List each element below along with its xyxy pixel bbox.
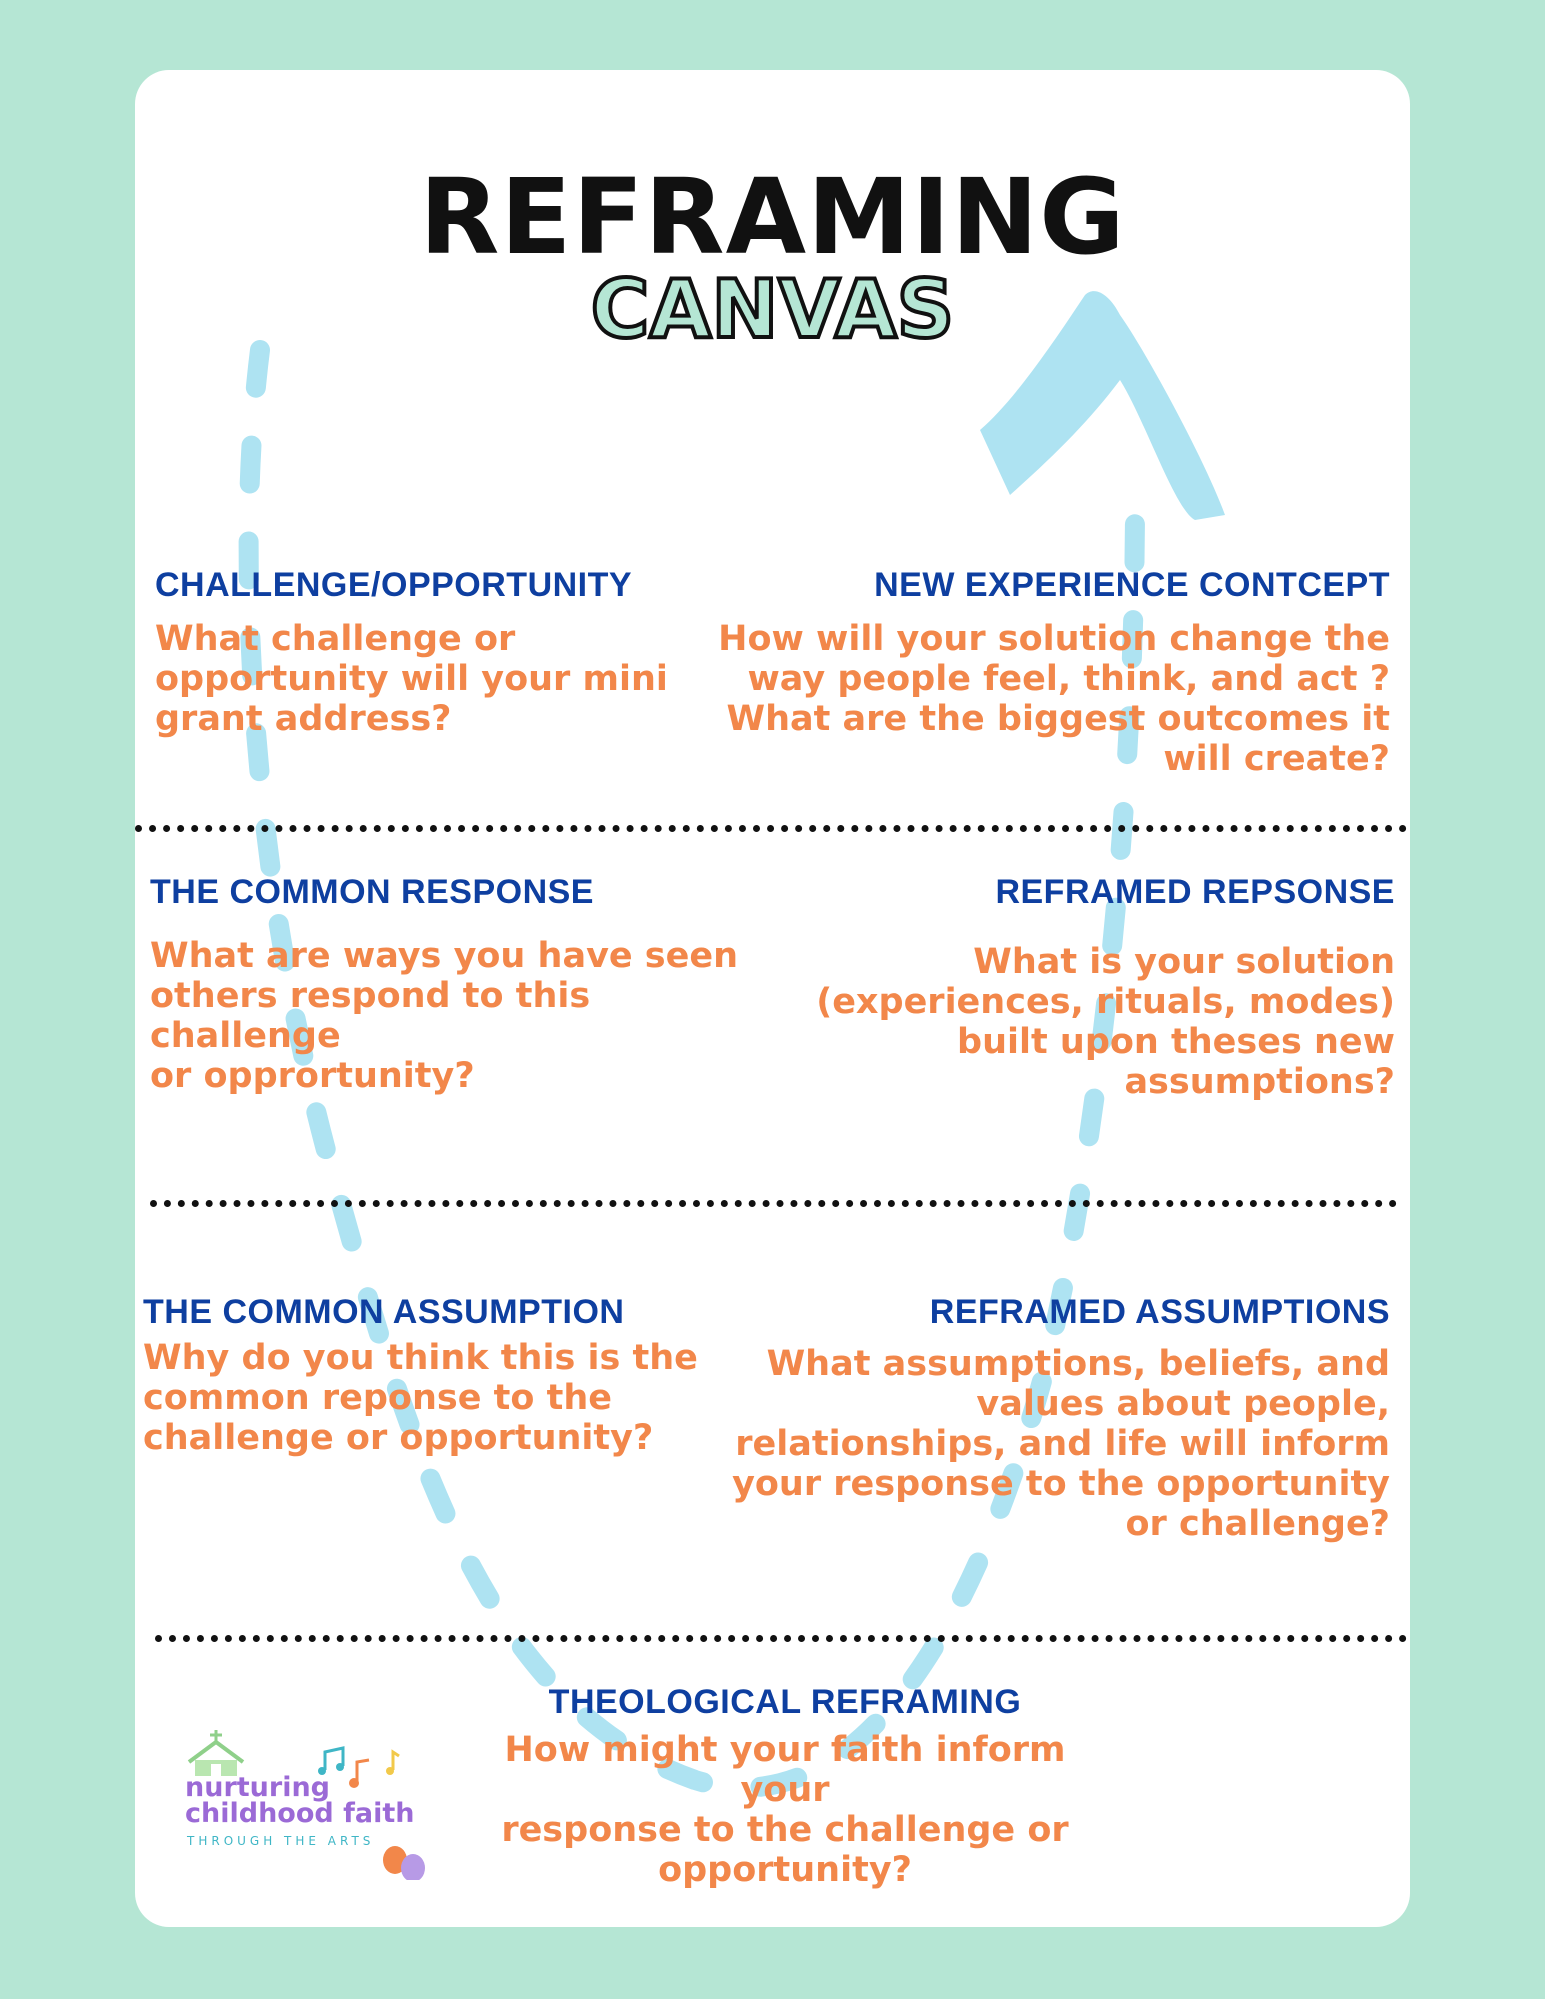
section-question: Why do you think this is the common reponse to the challenge or opportunity? xyxy=(143,1338,698,1458)
section-question: What assumptions, beliefs, and values about people, relationships, and life will inform your response to the opportunity or challenge? xyxy=(732,1344,1390,1544)
section-question: What are ways you have seen others respond to this challenge or opprortunity? xyxy=(150,936,739,1096)
section-reframed-assumptions xyxy=(730,1292,1390,1544)
dotted-divider xyxy=(135,825,1407,832)
section-heading: CHALLENGE/OPPORTUNITY xyxy=(155,566,633,604)
section-question: How might your faith inform your response to the challenge or opportunity? xyxy=(501,1730,1069,1890)
section-heading: NEW EXPERIENCE CONTCEPT xyxy=(874,566,1390,604)
logo-tagline: THROUGH THE ARTS xyxy=(187,1834,375,1848)
section-heading: REFRAMED ASSUMPTIONS xyxy=(929,1293,1390,1331)
section-heading: THEOLOGICAL REFRAMING xyxy=(548,1683,1022,1721)
page-subtitle: CANVAS xyxy=(590,263,955,356)
canvas-card xyxy=(135,70,1410,1927)
dotted-divider xyxy=(155,1635,1407,1642)
section-question: How will your solution change the way people feel, think, and act ? What are the biggest outcomes it will create? xyxy=(718,619,1390,779)
section-reframed-response xyxy=(775,872,1395,1102)
section-new-experience xyxy=(710,565,1390,779)
section-heading: REFRAMED REPSONSE xyxy=(995,873,1395,911)
section-challenge xyxy=(155,565,715,739)
section-question: What challenge or opportunity will your mini grant address? xyxy=(155,619,668,739)
page-title: REFRAMING xyxy=(419,156,1126,278)
section-question: What is your solution (experiences, rituals, modes) built upon theses new assumptions? xyxy=(816,942,1395,1102)
section-common-assumption xyxy=(143,1292,743,1458)
section-heading: THE COMMON ASSUMPTION xyxy=(143,1293,625,1331)
section-theological xyxy=(475,1682,1095,1890)
dotted-divider xyxy=(150,1200,1397,1207)
logo-line-2: childhood faith xyxy=(185,1798,415,1829)
section-heading: THE COMMON RESPONSE xyxy=(150,873,594,911)
brand-logo xyxy=(185,1730,445,1880)
logo-line-1: nurturing xyxy=(185,1772,331,1803)
section-common-response xyxy=(150,872,790,1096)
